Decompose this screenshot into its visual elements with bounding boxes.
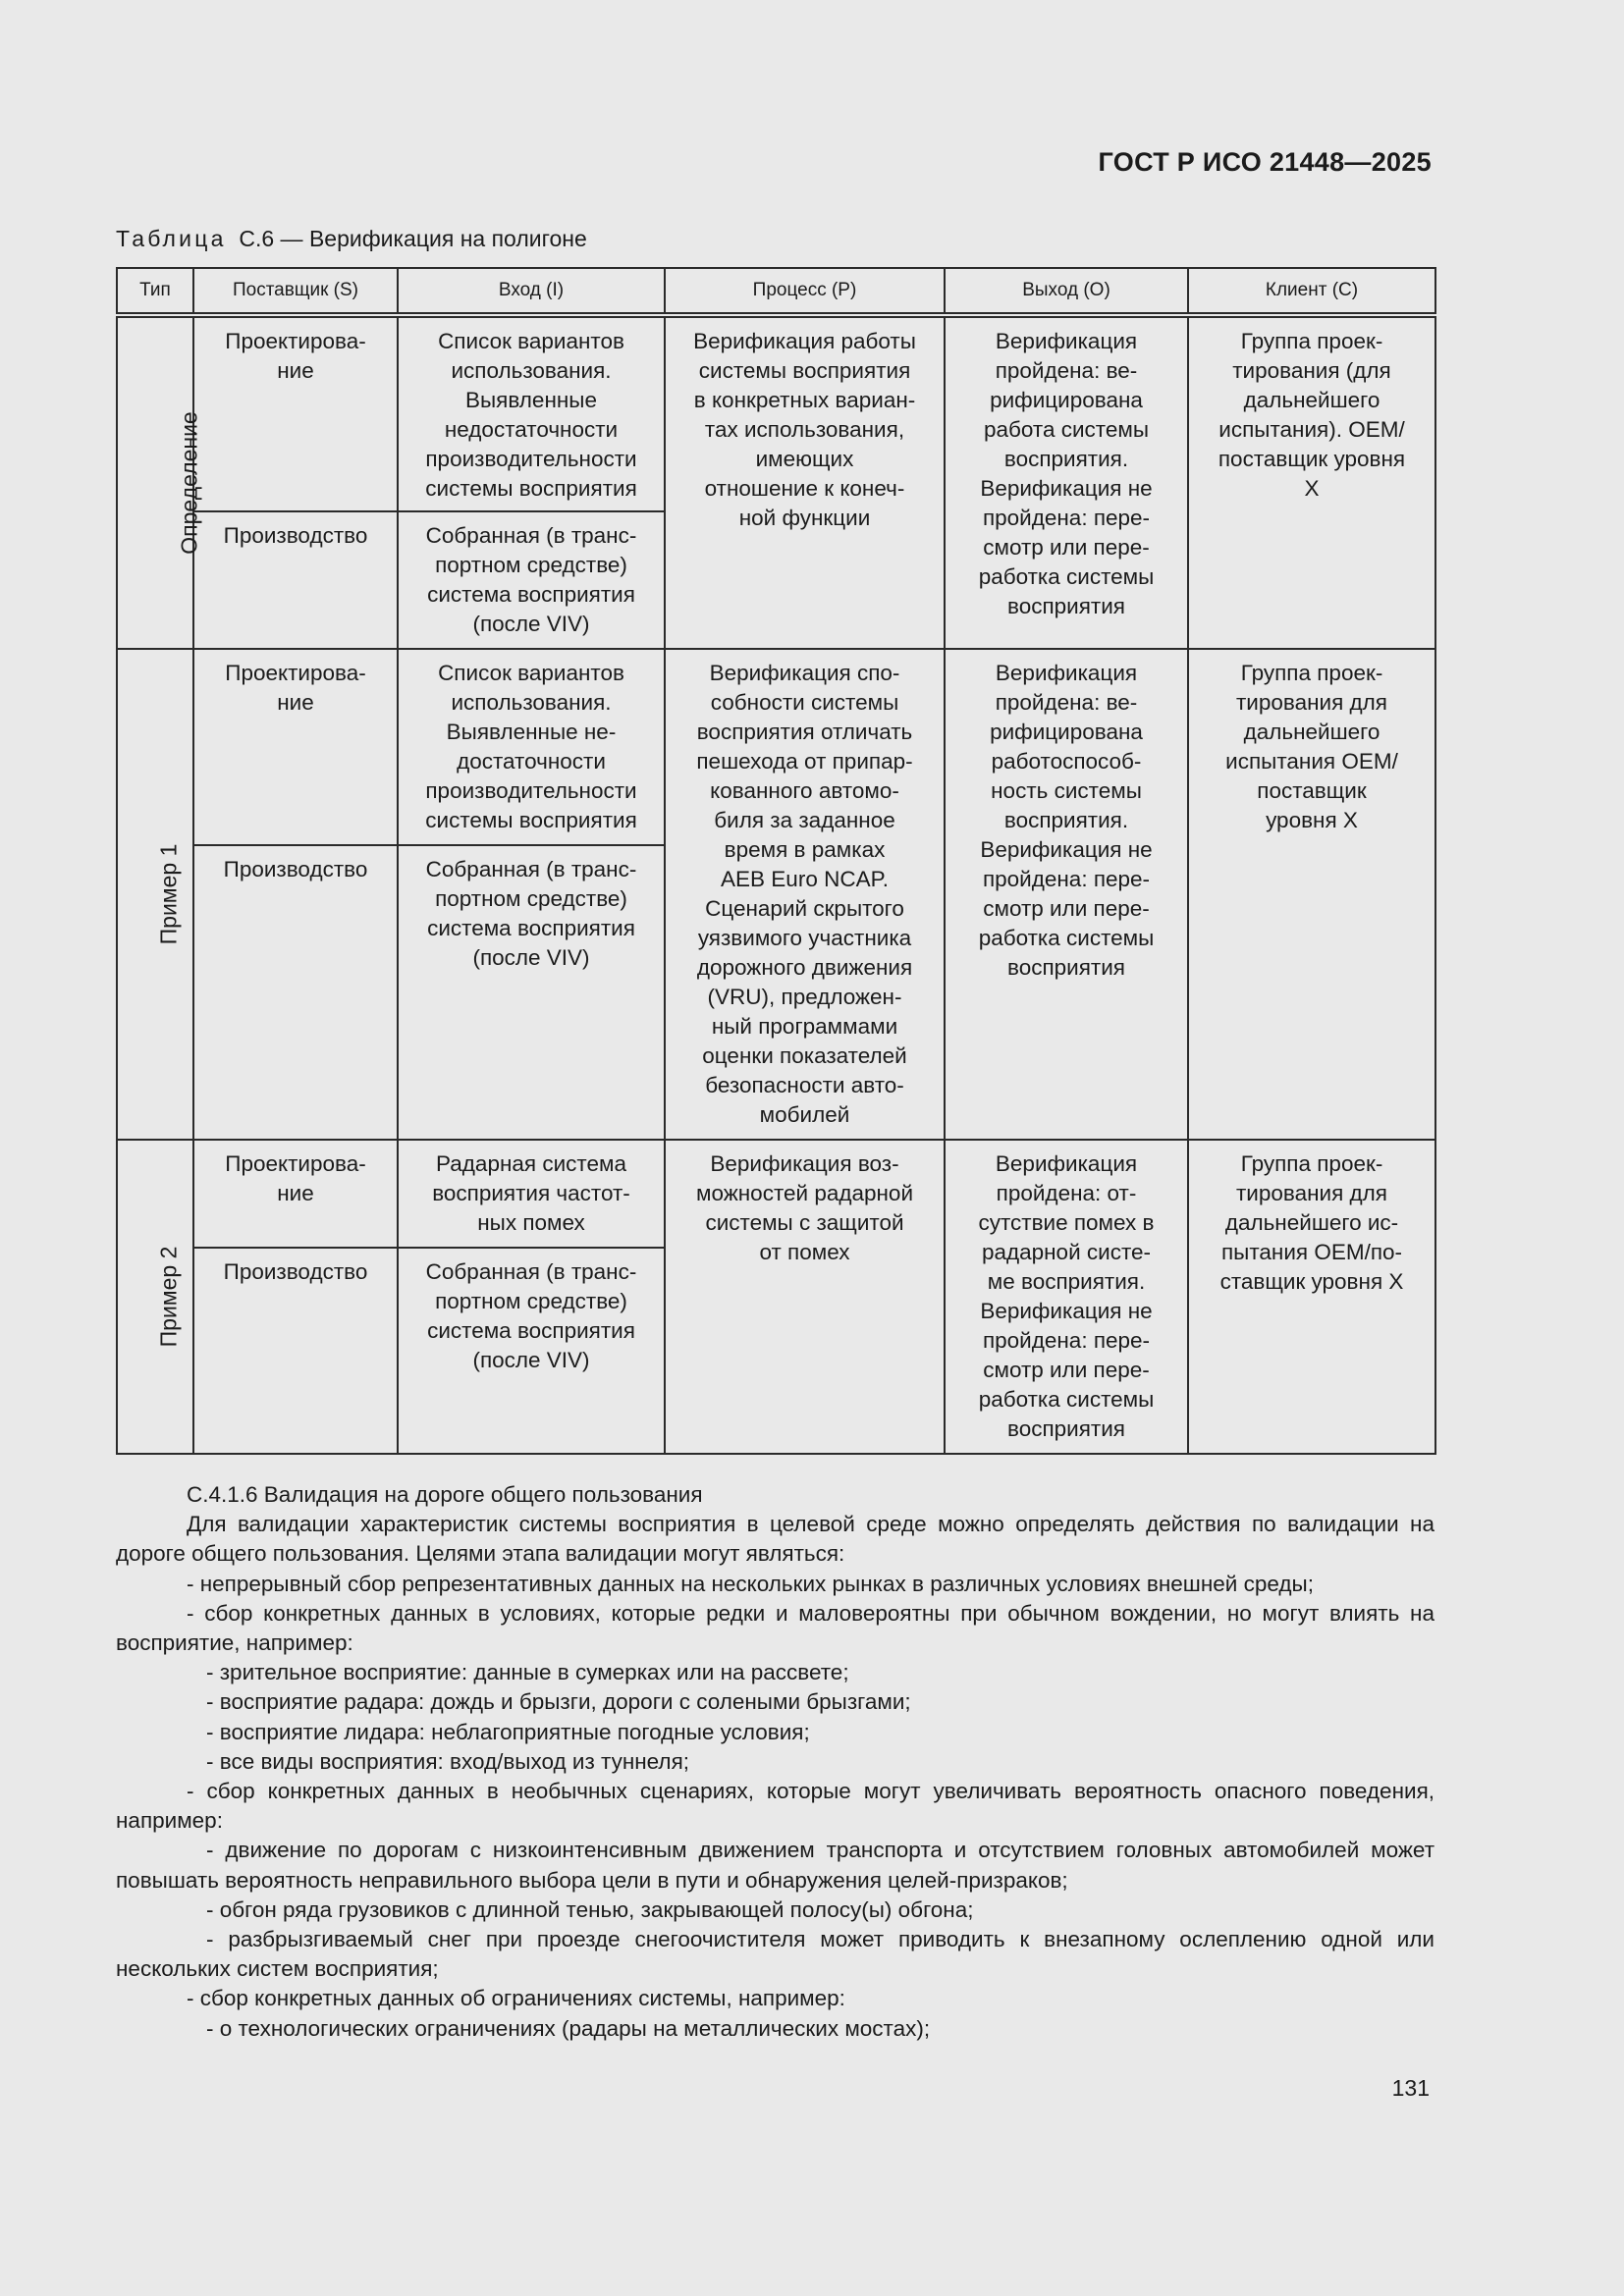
type-cell bbox=[117, 315, 202, 649]
type-cell bbox=[117, 649, 193, 1140]
input-cell bbox=[398, 845, 665, 1140]
list-item: - восприятие лидара: неблагоприятные погодные условия; bbox=[206, 1719, 810, 1744]
cell-text-line: можностей радарной bbox=[695, 1181, 914, 1205]
cell-text-line: производительности bbox=[425, 778, 637, 803]
cell-text-line: использования. bbox=[451, 690, 612, 715]
list-item: - обгон ряда грузовиков с длинной тенью, закрывающей полосу(ы) обгона; bbox=[206, 1896, 974, 1922]
cell-text-line: уязвимого участника bbox=[697, 926, 912, 950]
cell-text-line: пройдена: пере- bbox=[982, 506, 1151, 530]
cell-text-line: рифицирована bbox=[990, 388, 1143, 412]
list-item: - сбор конкретных данных об ограничениях системы, например: bbox=[187, 1986, 845, 2011]
cell-text-line: система восприятия bbox=[427, 582, 635, 607]
cell-text-line: сутствие помех в bbox=[978, 1210, 1155, 1235]
cell-text-line: Выявленные не- bbox=[446, 720, 617, 744]
cell-text-line: Верификация спо- bbox=[709, 661, 900, 685]
cell-text-line: тирования для bbox=[1236, 1181, 1387, 1205]
cell-text-line: Проектирова- bbox=[225, 661, 366, 685]
column-header: Тип bbox=[117, 268, 193, 315]
input-cell bbox=[398, 511, 665, 649]
cell-text-line: системы восприятия bbox=[425, 808, 637, 832]
cell-text-line: Производство bbox=[223, 857, 368, 881]
cell-text-line: дальнейшего bbox=[1243, 720, 1380, 744]
process-cell bbox=[665, 649, 945, 1140]
cell-text-line: система восприятия bbox=[427, 1318, 635, 1343]
cell-text-line: ных помех bbox=[477, 1210, 585, 1235]
list-item: - зрительное восприятие: данные в сумерках или на рассвете; bbox=[206, 1660, 849, 1685]
cell-text-line: поставщик уровня bbox=[1218, 447, 1406, 471]
output-cell bbox=[945, 649, 1188, 1140]
cell-text-line: система восприятия bbox=[427, 916, 635, 940]
page-number: 131 bbox=[1391, 2075, 1430, 2101]
cell-text-line: безопасности авто- bbox=[705, 1073, 904, 1097]
cell-text-line: Радарная система bbox=[436, 1151, 626, 1176]
cell-text-line: Верификация bbox=[995, 661, 1138, 685]
table-header-row bbox=[117, 268, 1435, 315]
cell-text-line: тах использования, bbox=[704, 417, 905, 442]
input-cell bbox=[398, 649, 665, 845]
cell-text-line: Собранная (в транс- bbox=[425, 1259, 637, 1284]
cell-text-line: Проектирова- bbox=[225, 1151, 366, 1176]
output-cell bbox=[945, 315, 1188, 649]
cell-text-line: пройдена: пере- bbox=[982, 1328, 1151, 1353]
column-header: Вход (I) bbox=[398, 268, 665, 315]
cell-text-line: ние bbox=[277, 1181, 314, 1205]
cell-text-line: Сценарий скрытого bbox=[705, 896, 904, 921]
cell-text-line: тирования (для bbox=[1232, 358, 1391, 383]
cell-text-line: от помех bbox=[759, 1240, 850, 1264]
cell-text-line: Верификация работы bbox=[693, 329, 916, 353]
cell-text-line: дальнейшего ис- bbox=[1224, 1210, 1399, 1235]
cell-text-line: недостаточности bbox=[444, 417, 619, 442]
cell-text-line: ставщик уровня X bbox=[1219, 1269, 1404, 1294]
type-label: Определение bbox=[176, 410, 202, 555]
cell-text-line: работка системы bbox=[978, 564, 1155, 589]
list-item: - все виды восприятия: вход/выход из туннеля; bbox=[206, 1748, 690, 1774]
table-caption-text: С.6 — Верификация на полигоне bbox=[239, 226, 587, 251]
input-cell bbox=[398, 315, 665, 511]
cell-text-line: пройдена: ве- bbox=[995, 690, 1138, 715]
cell-text-line: (VRU), предложен- bbox=[707, 985, 902, 1009]
cell-text-line: Проектирова- bbox=[225, 329, 366, 353]
cell-text-line: тирования для bbox=[1236, 690, 1387, 715]
cell-text-line: ный программами bbox=[711, 1014, 898, 1039]
column-header: Процесс (P) bbox=[665, 268, 945, 315]
cell-text-line: производительности bbox=[425, 447, 637, 471]
cell-text-line: системы с защитой bbox=[705, 1210, 904, 1235]
cell-text-line: X bbox=[1304, 476, 1320, 501]
cell-text-line: Группа проек- bbox=[1240, 329, 1383, 353]
cell-text-line: оценки показателей bbox=[702, 1043, 907, 1068]
paragraph: Для валидации характеристик системы восприятия в целевой среде можно определять действия по валидации на дороге общего пользования. Целями этапа валидации могут являться: bbox=[116, 1512, 1435, 1567]
client-cell bbox=[1188, 315, 1435, 649]
list-item: - движение по дорогам с низкоинтенсивным движением транспорта и отсутствием головных автомобилей может повышать вероятность неправильного выбора цели в пути и обнаружения целей-призраков; bbox=[116, 1838, 1435, 1893]
cell-text-line: работка системы bbox=[978, 1387, 1155, 1412]
cell-text-line: (после VIV) bbox=[472, 612, 590, 636]
cell-text-line: достаточности bbox=[457, 749, 606, 774]
cell-text-line: ной функции bbox=[738, 506, 871, 530]
client-cell bbox=[1188, 1140, 1435, 1454]
supplier-cell bbox=[193, 315, 398, 511]
cell-text-line: ность системы bbox=[991, 778, 1142, 803]
body-text bbox=[116, 1480, 1435, 2044]
cell-text-line: восприятия частот- bbox=[432, 1181, 630, 1205]
cell-text-line: ме восприятия. bbox=[987, 1269, 1146, 1294]
cell-text-line: рифицирована bbox=[990, 720, 1143, 744]
cell-text-line: Верификация bbox=[995, 1151, 1138, 1176]
column-header: Клиент (C) bbox=[1188, 268, 1435, 315]
verification-table bbox=[116, 267, 1436, 1455]
cell-text-line: ние bbox=[277, 358, 314, 383]
cell-text-line: системы восприятия bbox=[425, 476, 637, 501]
supplier-cell bbox=[193, 845, 398, 1140]
cell-text-line: (после VIV) bbox=[472, 945, 590, 970]
process-cell bbox=[665, 1140, 945, 1454]
cell-text-line: пройдена: ве- bbox=[995, 358, 1138, 383]
cell-text-line: восприятия отличать bbox=[696, 720, 913, 744]
cell-text-line: Собранная (в транс- bbox=[425, 523, 637, 548]
cell-text-line: поставщик bbox=[1257, 778, 1367, 803]
cell-text-line: Выявленные bbox=[465, 388, 597, 412]
cell-text-line: Производство bbox=[223, 1259, 368, 1284]
cell-text-line: восприятия bbox=[1007, 1416, 1125, 1441]
cell-text-line: работка системы bbox=[978, 926, 1155, 950]
cell-text-line: время в рамках bbox=[724, 837, 886, 862]
supplier-cell bbox=[193, 649, 398, 845]
output-cell bbox=[945, 1140, 1188, 1454]
paragraph: С.4.1.6 Валидация на дороге общего пользования bbox=[187, 1482, 703, 1507]
cell-text-line: собности системы bbox=[710, 690, 899, 715]
cell-text-line: испытания OEM/ bbox=[1225, 749, 1398, 774]
process-cell bbox=[665, 315, 945, 649]
list-item: - восприятие радара: дождь и брызги, дороги с солеными брызгами; bbox=[206, 1689, 911, 1715]
cell-text-line: использования. bbox=[451, 358, 612, 383]
cell-text-line: системы восприятия bbox=[698, 358, 911, 383]
cell-text-line: портном средстве) bbox=[435, 886, 627, 911]
column-header: Выход (O) bbox=[945, 268, 1188, 315]
cell-text-line: работоспособ- bbox=[991, 749, 1142, 774]
cell-text-line: пройдена: от- bbox=[996, 1181, 1137, 1205]
cell-text-line: ние bbox=[277, 690, 314, 715]
list-item: - сбор конкретных данных в условиях, которые редки и маловероятны при обычном вождении, но могут влиять на восприятие, например: bbox=[116, 1600, 1435, 1656]
cell-text-line: смотр или пере- bbox=[983, 896, 1150, 921]
type-label: Пример 1 bbox=[155, 843, 182, 944]
cell-text-line: уровня X bbox=[1266, 808, 1358, 832]
table-row bbox=[117, 1140, 1435, 1248]
type-cell bbox=[117, 1140, 193, 1454]
cell-text-line: отношение к конеч- bbox=[704, 476, 905, 501]
cell-text-line: мобилей bbox=[759, 1102, 850, 1127]
cell-text-line: портном средстве) bbox=[435, 553, 627, 577]
cell-text-line: дорожного движения bbox=[696, 955, 913, 980]
client-cell bbox=[1188, 649, 1435, 1140]
cell-text-line: (после VIV) bbox=[472, 1348, 590, 1372]
table-caption-prefix: Таблица bbox=[116, 226, 227, 251]
document-header-id: ГОСТ Р ИСО 21448—2025 bbox=[1098, 147, 1432, 177]
cell-text-line: Группа проек- bbox=[1240, 1151, 1383, 1176]
input-cell bbox=[398, 1248, 665, 1454]
list-item: - разбрызгиваемый снег при проезде снегоочистителя может приводить к внезапному ослеплению одной или нескольких систем восприятия; bbox=[116, 1927, 1435, 1982]
cell-text-line: Верификация не bbox=[980, 837, 1153, 862]
supplier-cell bbox=[193, 1140, 398, 1248]
cell-text-line: восприятия. bbox=[1003, 808, 1129, 832]
list-item: - непрерывный сбор репрезентативных данных на нескольких рынках в различных условиях внешней среды; bbox=[187, 1571, 1314, 1596]
cell-text-line: восприятия bbox=[1007, 955, 1125, 980]
cell-text-line: Верификация воз- bbox=[710, 1151, 899, 1176]
table-row bbox=[117, 649, 1435, 845]
cell-text-line: Верификация не bbox=[980, 1299, 1153, 1323]
cell-text-line: Список вариантов bbox=[438, 661, 624, 685]
cell-text-line: смотр или пере- bbox=[983, 535, 1150, 560]
cell-text-line: биля за заданное bbox=[714, 808, 895, 832]
cell-text-line: Собранная (в транс- bbox=[425, 857, 637, 881]
cell-text-line: Верификация bbox=[995, 329, 1138, 353]
cell-text-line: восприятия bbox=[1007, 594, 1125, 618]
cell-text-line: пройдена: пере- bbox=[982, 867, 1151, 891]
cell-text-line: кованного автомо- bbox=[710, 778, 899, 803]
cell-text-line: Список вариантов bbox=[438, 329, 624, 353]
cell-text-line: работа системы bbox=[983, 417, 1150, 442]
input-cell bbox=[398, 1140, 665, 1248]
cell-text-line: пытания OEM/по- bbox=[1220, 1240, 1403, 1264]
cell-text-line: имеющих bbox=[755, 447, 854, 471]
table-row bbox=[117, 315, 1435, 511]
cell-text-line: в конкретных вариан- bbox=[693, 388, 916, 412]
list-item: - о технологических ограничениях (радары на металлических мостах); bbox=[206, 2015, 931, 2041]
cell-text-line: смотр или пере- bbox=[983, 1358, 1150, 1382]
cell-text-line: AEB Euro NCAP. bbox=[721, 867, 889, 891]
cell-text-line: Верификация не bbox=[980, 476, 1153, 501]
cell-text-line: Группа проек- bbox=[1240, 661, 1383, 685]
type-label: Пример 2 bbox=[155, 1246, 182, 1347]
table-caption bbox=[116, 226, 587, 252]
cell-text-line: восприятия. bbox=[1003, 447, 1129, 471]
cell-text-line: пешехода от припар- bbox=[696, 749, 913, 774]
cell-text-line: дальнейшего bbox=[1243, 388, 1380, 412]
column-header: Поставщик (S) bbox=[193, 268, 398, 315]
cell-text-line: радарной систе- bbox=[981, 1240, 1152, 1264]
supplier-cell bbox=[193, 1248, 398, 1454]
list-item: - сбор конкретных данных в необычных сценариях, которые могут увеличивать вероятность опасного поведения, например: bbox=[116, 1779, 1435, 1834]
supplier-cell bbox=[193, 511, 398, 649]
cell-text-line: портном средстве) bbox=[435, 1289, 627, 1313]
cell-text-line: Производство bbox=[223, 523, 368, 548]
cell-text-line: испытания). OEM/ bbox=[1218, 417, 1405, 442]
